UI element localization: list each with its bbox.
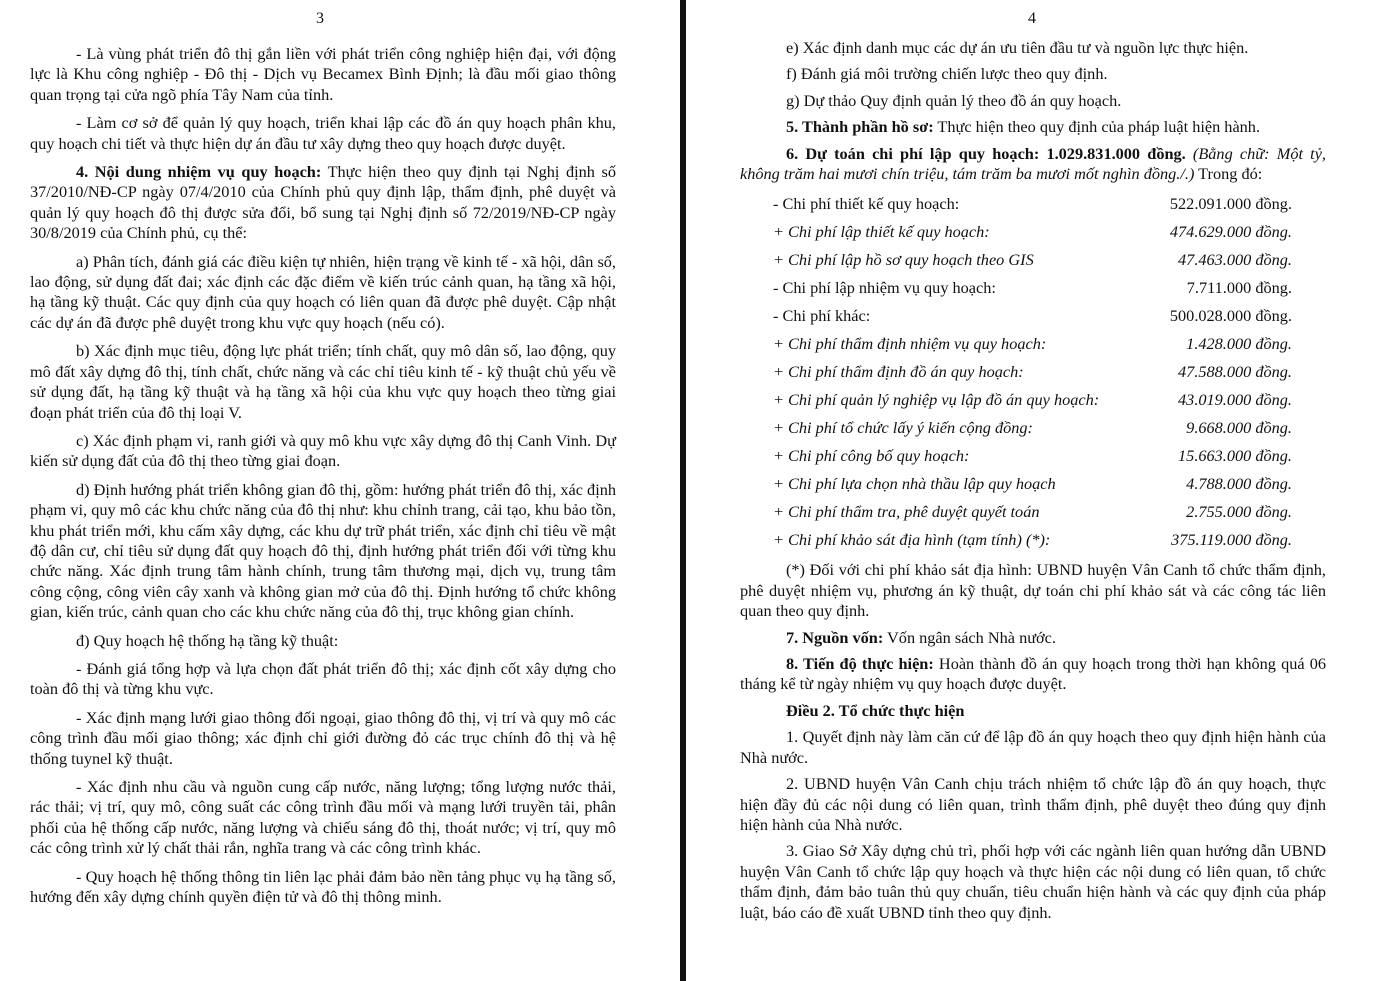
cost-row	[740, 246, 1326, 274]
section-6-tail: Trong đó:	[1194, 164, 1263, 184]
cost-row	[740, 526, 1326, 554]
cost-amount: 15.663.000 đồng.	[1178, 446, 1292, 466]
article-2-item-1: 1. Quyết định này làm căn cứ để lập đồ án quy hoạch theo quy định hiện hành của Nhà nước.	[740, 727, 1326, 767]
item-e: e) Xác định danh mục các dự án ưu tiên đầu tư và nguồn lực thực hiện.	[786, 38, 1249, 57]
item-b: b) Xác định mục tiêu, động lực phát triển; tính chất, quy mô dân số, lao động, quy mô đất xây dựng đô thị, tính chất, chức năng và các chỉ tiêu kinh tế - kỹ thuật chủ yếu về sử dụng đất, hạ tầng kỹ thuật và hạ tầng xã hội của khu vực quy hoạch theo từng giai đoạn phát triển của đô thị loại V.	[30, 341, 616, 422]
section-8-heading: 8. Tiến độ thực hiện:	[786, 654, 934, 674]
section-5	[740, 117, 1326, 137]
cost-amount: 43.019.000 đồng.	[1178, 390, 1292, 410]
cost-amount: 7.711.000 đồng.	[1186, 278, 1292, 298]
item-g: g) Dự thảo Quy định quản lý theo đồ án quy hoạch.	[786, 90, 1122, 110]
cost-row	[740, 274, 1326, 302]
cost-row	[740, 442, 1326, 470]
cost-label: + Chi phí khảo sát địa hình (tạm tính) (*):	[773, 530, 1051, 550]
cost-amount: 522.091.000 đồng.	[1169, 194, 1292, 214]
cost-label: + Chi phí tổ chức lấy ý kiến cộng đồng:	[773, 418, 1033, 438]
cost-amount: 474.629.000 đồng.	[1169, 222, 1292, 242]
cost-amount: 2.755.000 đồng.	[1186, 502, 1292, 522]
item-a: a) Phân tích, đánh giá các điều kiện tự nhiên, hiện trạng về kinh tế - xã hội, dân số, lao động, sử dụng đất đai; xác định các đặc điểm về kiến trúc cảnh quan, hạ tầng xã hội, hạ tầng kỹ thuật. Các quy định của quy hoạch có liên quan đã được phê duyệt. Cập nhật các dự án đã được phê duyệt trong khu vực quy hoạch (nếu có).	[30, 251, 616, 332]
item-dd-3: - Xác định nhu cầu và nguồn cung cấp nước, năng lượng; tổng lượng nước thải, rác thải; vị trí, quy mô, công suất các công trình đầu mối và mạng lưới truyền tải, phân phối của hệ thống cấp nước, năng lượng và chiếu sáng đô thị, thoát nước; vị trí, quy mô các công trình xử lý chất thải rắn, nghĩa trang và các công trình khác.	[30, 777, 616, 858]
cost-label: + Chi phí quản lý nghiệp vụ lập đồ án quy hoạch:	[773, 390, 1100, 410]
item-f: f) Đánh giá môi trường chiến lược theo quy định.	[786, 64, 1108, 84]
cost-label: - Chi phí lập nhiệm vụ quy hoạch:	[773, 278, 996, 298]
cost-amount: 500.028.000 đồng.	[1169, 306, 1292, 326]
item-dd-4: - Quy hoạch hệ thống thông tin liên lạc phải đảm bảo nền tảng phục vụ hạ tầng số, hướng đến xây dựng chính quyền điện tử và đô thị thông minh.	[30, 866, 616, 907]
cost-label: + Chi phí thẩm định nhiệm vụ quy hoạch:	[773, 334, 1047, 354]
cost-label: - Chi phí khác:	[773, 306, 871, 326]
section-8	[740, 654, 1326, 695]
page-3-body	[30, 44, 616, 915]
cost-row	[740, 470, 1326, 498]
cost-amount: 1.428.000 đồng.	[1186, 334, 1292, 354]
cost-amount: 4.788.000 đồng.	[1186, 474, 1292, 494]
section-5-heading: 5. Thành phần hồ sơ:	[786, 117, 934, 137]
cost-table	[740, 190, 1326, 554]
page-4-body	[740, 38, 1326, 929]
section-4-heading: 4. Nội dung nhiệm vụ quy hoạch:	[76, 162, 322, 182]
article-2-item-2: 2. UBND huyện Vân Canh chịu trách nhiệm tổ chức lập đồ án quy hoạch, thực hiện đầy đủ các nội dung có liên quan, trình thẩm định, phê duyệt theo đúng quy định hiện hành của Nhà nước.	[740, 774, 1326, 834]
cost-amount: 375.119.000 đồng.	[1171, 530, 1292, 550]
cost-amount: 47.463.000 đồng.	[1178, 250, 1292, 270]
cost-label: + Chi phí lập hồ sơ quy hoạch theo GIS	[773, 250, 1034, 270]
cost-label: + Chi phí thẩm tra, phê duyệt quyết toán	[773, 502, 1040, 522]
item-dd-2: - Xác định mạng lưới giao thông đối ngoại, giao thông đô thị, vị trí và quy mô các công trình đầu mối giao thông; xác định chỉ giới đường đỏ các trục chính đô thị và hệ thống tuynel kỹ thuật.	[30, 707, 616, 768]
item-d: d) Định hướng phát triển không gian đô thị, gồm: hướng phát triển đô thị, xác định phạm vi, quy mô các khu chức năng của đô thị như: khu chỉnh trang, cải tạo, khu bảo tồn, khu phát triển mới, khu cấm xây dựng, các khu dự trữ phát triển, xác định chỉ tiêu về mật độ dân cư, chỉ tiêu sử dụng đất quy hoạch đô thị, định hướng phát triển đối với từng khu chức năng. Xác định trung tâm hành chính, trung tâm thương mại, dịch vụ, trung tâm công cộng, công viên cây xanh và không gian mở của đô thị. Định hướng tổ chức không gian, kiến trúc, cảnh quan cho các khu chức năng của đô thị, trục không gian chính.	[30, 479, 616, 622]
cost-row	[740, 386, 1326, 414]
survey-note: (*) Đối với chi phí khảo sát địa hình: UBND huyện Vân Canh tổ chức thẩm định, phê duyệt nhiệm vụ, phương án kỹ thuật, dự toán chi phí khảo sát và các công tác liên quan theo quy định.	[740, 560, 1326, 621]
cost-row	[740, 190, 1326, 218]
section-7-text: Vốn ngân sách Nhà nước.	[883, 627, 1056, 647]
cost-row	[740, 358, 1326, 386]
cost-label: + Chi phí thẩm định đồ án quy hoạch:	[773, 362, 1024, 382]
paragraph-development-zone: - Là vùng phát triển đô thị gắn liền với phát triển công nghiệp hiện đại, với động lực là Khu công nghiệp - Đô thị - Dịch vụ Becamex Bình Định; là đầu mối giao thông quan trọng tại cửa ngõ phía Tây Nam của tỉnh.	[30, 44, 616, 104]
cost-amount: 47.588.000 đồng.	[1178, 362, 1292, 382]
section-4	[30, 162, 616, 244]
page-number: 4	[1028, 10, 1036, 27]
cost-label: + Chi phí công bố quy hoạch:	[773, 446, 970, 466]
item-dd: đ) Quy hoạch hệ thống hạ tầng kỹ thuật:	[76, 630, 339, 650]
section-8-text: Hoàn thành đồ án quy hoạch trong thời hạn không quá 06 tháng kể từ ngày nhiệm vụ quy hoạch được duyệt.	[740, 654, 1326, 694]
item-c: c) Xác định phạm vi, ranh giới và quy mô khu vực xây dựng đô thị Canh Vinh. Dự kiến sử dụng đất của đô thị theo từng giai đoạn.	[30, 430, 616, 471]
page-number: 3	[316, 10, 324, 27]
cost-label: + Chi phí lựa chọn nhà thầu lập quy hoạch	[773, 474, 1056, 494]
section-5-text: Thực hiện theo quy định của pháp luật hiện hành.	[933, 117, 1261, 137]
page-3	[0, 0, 680, 981]
section-7-heading: 7. Nguồn vốn:	[786, 627, 884, 647]
section-4-text: Thực hiện theo quy định tại Nghị định số 37/2010/NĐ-CP ngày 07/4/2010 của Chính phủ quy định lập, thẩm định, phê duyệt và quản lý quy hoạch đô thị được sửa đổi, bổ sung tại Nghị định số 72/2019/NĐ-CP ngày 30/8/2019 của Chính phủ, cụ thể:	[30, 162, 616, 243]
paragraph-management-basis: - Làm cơ sở để quản lý quy hoạch, triển khai lập các đồ án quy hoạch phân khu, quy hoạch chi tiết và thực hiện dự án đầu tư xây dựng theo quy hoạch được duyệt.	[30, 113, 616, 153]
article-2-title: Điều 2. Tổ chức thực hiện	[786, 700, 965, 720]
cost-row	[740, 498, 1326, 526]
section-6-heading: 6. Dự toán chi phí lập quy hoạch: 1.029.831.000 đồng.	[786, 143, 1186, 163]
cost-label: - Chi phí thiết kế quy hoạch:	[773, 194, 960, 214]
cost-row	[740, 302, 1326, 330]
item-dd-1: - Đánh giá tổng hợp và lựa chọn đất phát triển đô thị; xác định cốt xây dựng cho toàn đô thị và từng khu vực.	[30, 658, 616, 699]
article-2-heading	[740, 701, 1326, 721]
page-4	[686, 0, 1388, 981]
article-2-item-3: 3. Giao Sở Xây dựng chủ trì, phối hợp với các ngành liên quan hướng dẫn UBND huyện Vân Canh tổ chức lập quy hoạch và thực hiện các nội dung có liên quan, tổ chức thẩm định, đảm bảo tuân thủ quy chuẩn, tiêu chuẩn hiện hành và các quy định của pháp luật, báo cáo đề xuất UBND tỉnh theo quy định.	[740, 841, 1326, 922]
section-6	[740, 144, 1326, 185]
cost-amount: 9.668.000 đồng.	[1186, 418, 1292, 438]
section-7	[740, 628, 1326, 648]
cost-row	[740, 218, 1326, 246]
cost-row	[740, 330, 1326, 358]
cost-row	[740, 414, 1326, 442]
section-6-in-words: (Bằng chữ: Một tỷ, không trăm hai mươi chín triệu, tám trăm ba mươi mốt nghìn đồng./.)	[740, 143, 1326, 184]
cost-label: + Chi phí lập thiết kế quy hoạch:	[773, 222, 990, 242]
